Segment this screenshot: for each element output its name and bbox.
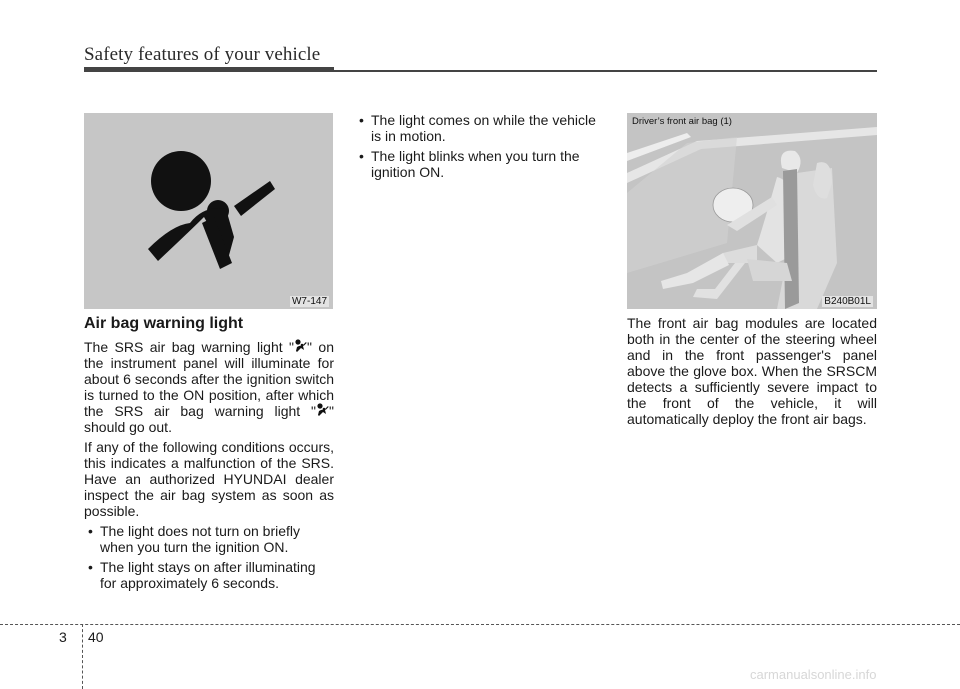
figure-code: B240B01L — [824, 296, 871, 307]
airbag-warning-icon — [316, 403, 329, 418]
column-2 — [355, 112, 605, 184]
page-header-title: Safety features of your vehicle — [84, 44, 321, 65]
airbag-warning-icon — [294, 339, 307, 354]
page-number: 40 — [88, 629, 104, 645]
text-run: The SRS air bag warning light " — [84, 339, 295, 355]
list-item: • The light comes on while the vehicle is in motion. — [359, 112, 596, 144]
paragraph: If any of the following conditions occurs, this indicates a malfunction of the SRS. Have an authorized HYUNDAI dealer inspect the air bag system as soon as possible. — [84, 439, 334, 519]
chapter-number: 3 — [59, 629, 67, 645]
bullet-list — [84, 523, 334, 591]
figure-code: W7-147 — [291, 296, 327, 307]
driver-airbag-illustration — [627, 113, 877, 309]
text-run: " should go out. — [84, 403, 334, 435]
list-item: • The light stays on after illuminating for approximately 6 seconds. — [88, 559, 316, 591]
column-1 — [84, 316, 334, 595]
header-rule — [84, 67, 334, 72]
airbag-warning-figure — [84, 113, 333, 309]
bullet-list — [355, 112, 605, 180]
list-item: • The light blinks when you turn the ignition ON. — [359, 148, 580, 180]
section-heading: Air bag warning light — [84, 315, 244, 332]
header-rule-thin — [334, 70, 877, 72]
list-item: • The light does not turn on briefly when you turn the ignition ON. — [88, 523, 301, 555]
text-run: " on the instrument panel will illuminate for about 6 seconds after the ignition switch is turned to the ON position, after which the SRS air bag warning light " — [84, 339, 334, 419]
figure-caption: Driver’s front air bag (1) — [632, 116, 732, 127]
paragraph: The front air bag modules are located both in the center of the steering wheel and in the front passenger's panel above the glove box. When the SRSCM detects a sufficiently severe impact to the front of the vehicle, it will automatically deploy the front air bags. — [627, 315, 877, 427]
paragraph — [84, 339, 334, 435]
footer-rule — [0, 624, 960, 625]
column-3 — [627, 315, 877, 431]
footer-vertical-rule — [82, 624, 83, 689]
driver-airbag-figure — [627, 113, 877, 309]
airbag-warning-icon — [84, 113, 333, 309]
watermark: carmanualsonline.info — [750, 667, 877, 682]
